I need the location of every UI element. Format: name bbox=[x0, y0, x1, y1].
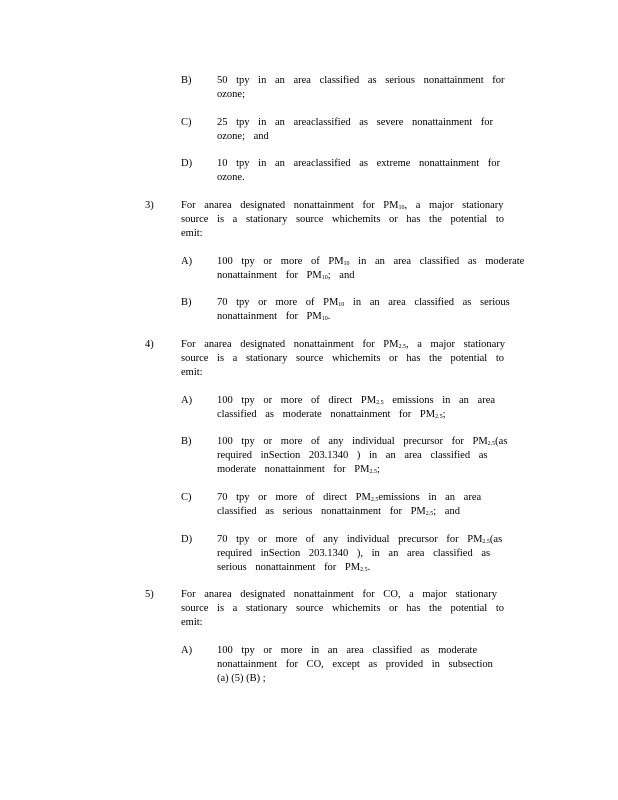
section-label: 4) bbox=[145, 339, 154, 350]
item-text-line: nonattainment for $PM_{10}$; and bbox=[217, 270, 355, 281]
item-text-line: 100 tpy or more of any individual precursor for $PM_{2.5}(as$ bbox=[217, 436, 508, 447]
item-label: C) bbox=[181, 117, 192, 128]
item-text-line: 100 tpy or more in an area classified as moderate bbox=[217, 645, 478, 656]
item-text-line: ozone. bbox=[217, 172, 245, 183]
section-text-line: source is a stationary source whichemits or has the potential to bbox=[181, 353, 505, 364]
section-text-line: emit: bbox=[181, 228, 203, 239]
item-label: B) bbox=[181, 436, 192, 447]
item-label: C) bbox=[181, 492, 192, 503]
item-text-line: 70 tpy or more of $PM_{10}$ in an area classified as serious bbox=[217, 297, 510, 308]
item-text-line: required inSection 203.1340 ), in an area classified as bbox=[217, 548, 491, 559]
item-text-line: 100 tpy or more of $PM_{10}$ in an area classified as moderate bbox=[217, 256, 525, 267]
item-label: A) bbox=[181, 256, 193, 267]
section-text-line: source is a stationary source whichemits or has the potential to bbox=[181, 214, 505, 225]
section-label: 3) bbox=[145, 200, 154, 211]
item-text-line: moderate nonattainment for $PM_{2.5}$; bbox=[217, 464, 380, 475]
section-text-line: For anarea designated nonattainment for $PM_{10}$, a major stationary bbox=[181, 200, 504, 211]
item-text-line: (a) (5) (B) ; bbox=[217, 673, 266, 684]
item-text-line: ozone; bbox=[217, 89, 245, 100]
section-text-line: For anarea designated nonattainment for CO, a major stationary bbox=[181, 589, 497, 600]
item-label: A) bbox=[181, 395, 193, 406]
section-text-line: For anarea designated nonattainment for $PM_{2.5}$, a major stationary bbox=[181, 339, 506, 350]
item-label: D) bbox=[181, 158, 193, 169]
item-text-line: nonattainment for CO, except as provided in subsection bbox=[217, 659, 493, 670]
item-label: B) bbox=[181, 75, 192, 86]
item-text-line: 70 tpy or more of direct $PM_{2.5}emissions$ in an area bbox=[217, 492, 482, 503]
item-label: D) bbox=[181, 534, 193, 545]
section-text-line: source is a stationary source whichemits or has the potential to bbox=[181, 603, 505, 614]
item-text-line: serious nonattainment for $PM_{2.5}$. bbox=[217, 562, 371, 573]
item-text-line: ozone; and bbox=[217, 131, 269, 142]
item-text-line: 10 tpy in an areaclassified as extreme nonattainment for bbox=[217, 158, 500, 169]
item-text-line: 50 tpy in an area classified as serious nonattainment for bbox=[217, 75, 505, 86]
item-text-line: classified as serious nonattainment for $PM_{2.5}$; and bbox=[217, 506, 460, 517]
section-text-line: emit: bbox=[181, 367, 203, 378]
section-text-line: emit: bbox=[181, 617, 203, 628]
item-label: B) bbox=[181, 297, 192, 308]
item-text-line: 25 tpy in an areaclassified as severe nonattainment for bbox=[217, 117, 493, 128]
item-text-line: 70 tpy or more of any individual precursor for $PM_{2.5}(as$ bbox=[217, 534, 503, 545]
item-text-line: 100 tpy or more of direct $PM_{2.5}$ emissions in an area bbox=[217, 395, 496, 406]
item-text-line: required inSection 203.1340 ) in an area classified as bbox=[217, 450, 488, 461]
item-text-line: nonattainment for $PM_{10}$. bbox=[217, 311, 331, 322]
item-label: A) bbox=[181, 645, 193, 656]
item-text-line: classified as moderate nonattainment for $PM_{2.5}$; bbox=[217, 409, 446, 420]
section-label: 5) bbox=[145, 589, 154, 600]
